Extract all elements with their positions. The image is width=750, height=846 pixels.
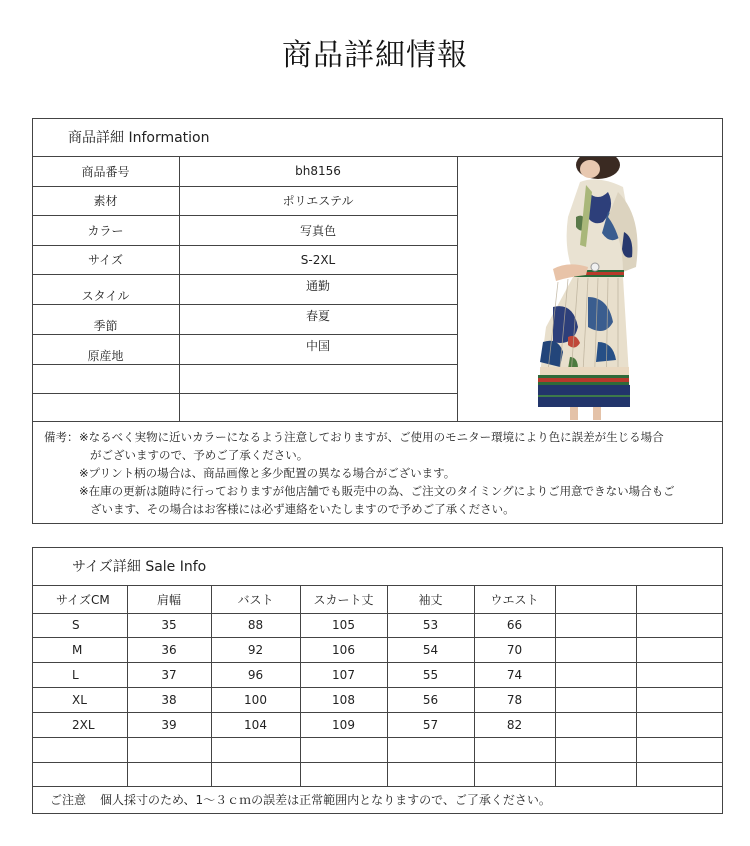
size-value-cell — [555, 762, 636, 786]
info-value: 通勤 — [305, 278, 330, 293]
info-label: スタイル — [81, 288, 130, 303]
remarks-line: ※なるべく実物に近いカラーになるよう注意しておりますが、ご使用のモニター環境により色に誤差が生じる場合 — [79, 430, 664, 444]
info-label: カラー — [87, 223, 124, 238]
info-value — [179, 393, 457, 421]
size-table-title: サイズ詳細 Sale Info — [72, 559, 207, 575]
size-value-cell: 105 — [332, 618, 355, 632]
size-header-cell — [636, 585, 722, 613]
size-value-cell — [387, 762, 474, 786]
size-value-cell — [636, 737, 722, 762]
size-value-cell — [636, 613, 722, 637]
size-header-cell: サイズCM — [56, 592, 110, 607]
info-label — [32, 364, 179, 393]
size-value-cell — [300, 737, 387, 762]
size-value-cell: 88 — [247, 618, 264, 632]
divider — [179, 156, 180, 421]
product-photo — [458, 157, 721, 420]
size-label-cell: 2XL — [72, 717, 95, 732]
size-value-cell: 104 — [244, 717, 267, 732]
size-value-cell — [636, 662, 722, 687]
size-value-cell — [555, 712, 636, 737]
size-header-cell: スカート丈 — [313, 592, 374, 607]
size-value-cell — [387, 737, 474, 762]
notice-label: ご注意 — [50, 793, 87, 807]
remarks-line: ざいます、その場合はお客様には必ず連絡をいたしますので予めご了承ください。 — [90, 502, 515, 516]
size-value-cell: 36 — [161, 642, 177, 657]
size-value-cell — [474, 762, 555, 786]
page-title: 商品詳細情報 — [282, 38, 468, 73]
size-value-cell — [636, 762, 722, 786]
info-label: 素材 — [93, 194, 118, 208]
size-value-cell: 57 — [422, 717, 439, 732]
size-header-cell: バスト — [237, 592, 274, 607]
size-value-cell: 70 — [506, 642, 523, 657]
size-value-cell: 53 — [422, 618, 439, 632]
size-value-cell — [636, 637, 722, 662]
size-value-cell: 55 — [422, 667, 439, 682]
size-header-cell: 袖丈 — [418, 592, 443, 607]
size-value-cell: 109 — [332, 717, 355, 732]
size-value-cell: 56 — [422, 692, 439, 707]
size-value-cell: 92 — [247, 642, 264, 657]
size-value-cell — [127, 737, 211, 762]
size-label-cell: L — [72, 667, 79, 682]
info-label: サイズ — [87, 253, 124, 267]
info-value: 中国 — [305, 338, 330, 353]
size-value-cell: 78 — [506, 692, 523, 707]
size-value-cell: 54 — [422, 642, 439, 657]
remarks — [32, 421, 722, 523]
size-value-cell — [555, 662, 636, 687]
info-table-title: 商品詳細 Information — [68, 130, 210, 146]
size-value-cell: 108 — [332, 692, 355, 707]
size-value-cell — [636, 712, 722, 737]
info-value: 写真色 — [299, 223, 336, 238]
size-value-cell: 106 — [332, 642, 355, 657]
size-value-cell — [474, 737, 555, 762]
info-value: bh8156 — [295, 164, 341, 178]
size-value-cell — [555, 737, 636, 762]
remarks-prefix: 備考： — [44, 430, 79, 444]
size-label-cell: XL — [72, 692, 87, 707]
size-value-cell — [636, 687, 722, 712]
size-value-cell: 96 — [247, 667, 264, 682]
size-header-cell — [555, 585, 636, 613]
size-header-cell: 肩幅 — [156, 592, 181, 607]
info-value: S-2XL — [300, 252, 336, 267]
size-value-cell: 107 — [332, 667, 355, 682]
size-value-cell — [300, 762, 387, 786]
size-value-cell: 66 — [506, 618, 523, 632]
size-value-cell: 74 — [506, 667, 523, 682]
notice-text: 個人採寸のため、1～３ｃｍの誤差は正常範囲内となりますので、ご了承ください。 — [100, 793, 551, 807]
size-label-cell — [32, 737, 127, 762]
size-value-cell: 100 — [244, 692, 267, 707]
dress-image — [458, 157, 721, 420]
size-label-cell: M — [72, 642, 83, 657]
info-value: ポリエステル — [282, 194, 354, 208]
info-value: 春夏 — [305, 308, 330, 323]
size-value-cell: 39 — [161, 717, 177, 732]
size-value-cell: 82 — [506, 717, 523, 732]
info-label: 原産地 — [87, 348, 124, 363]
info-label: 商品番号 — [81, 164, 130, 179]
size-value-cell — [211, 737, 300, 762]
size-value-cell: 37 — [161, 667, 177, 682]
info-value — [179, 364, 457, 393]
size-value-cell — [555, 613, 636, 637]
size-label-cell: S — [72, 618, 80, 632]
size-header-cell: ウエスト — [490, 592, 539, 607]
remarks-line: ※プリント柄の場合は、商品画像と多少配置の異なる場合がございます。 — [79, 466, 456, 480]
size-value-cell — [555, 637, 636, 662]
size-value-cell: 38 — [161, 692, 177, 707]
size-notice — [50, 786, 551, 813]
info-label: 季節 — [93, 318, 118, 333]
remarks-line: がございますので、予めご了承ください。 — [90, 448, 309, 462]
size-value-cell — [127, 762, 211, 786]
remarks-line: ※在庫の更新は随時に行っておりますが他店舗でも販売中の為、ご注文のタイミングによりご用意できない場合もご — [79, 484, 675, 498]
size-value-cell: 35 — [161, 618, 177, 632]
size-value-cell — [555, 687, 636, 712]
size-value-cell — [211, 762, 300, 786]
info-label — [32, 393, 179, 421]
size-label-cell — [32, 762, 127, 786]
